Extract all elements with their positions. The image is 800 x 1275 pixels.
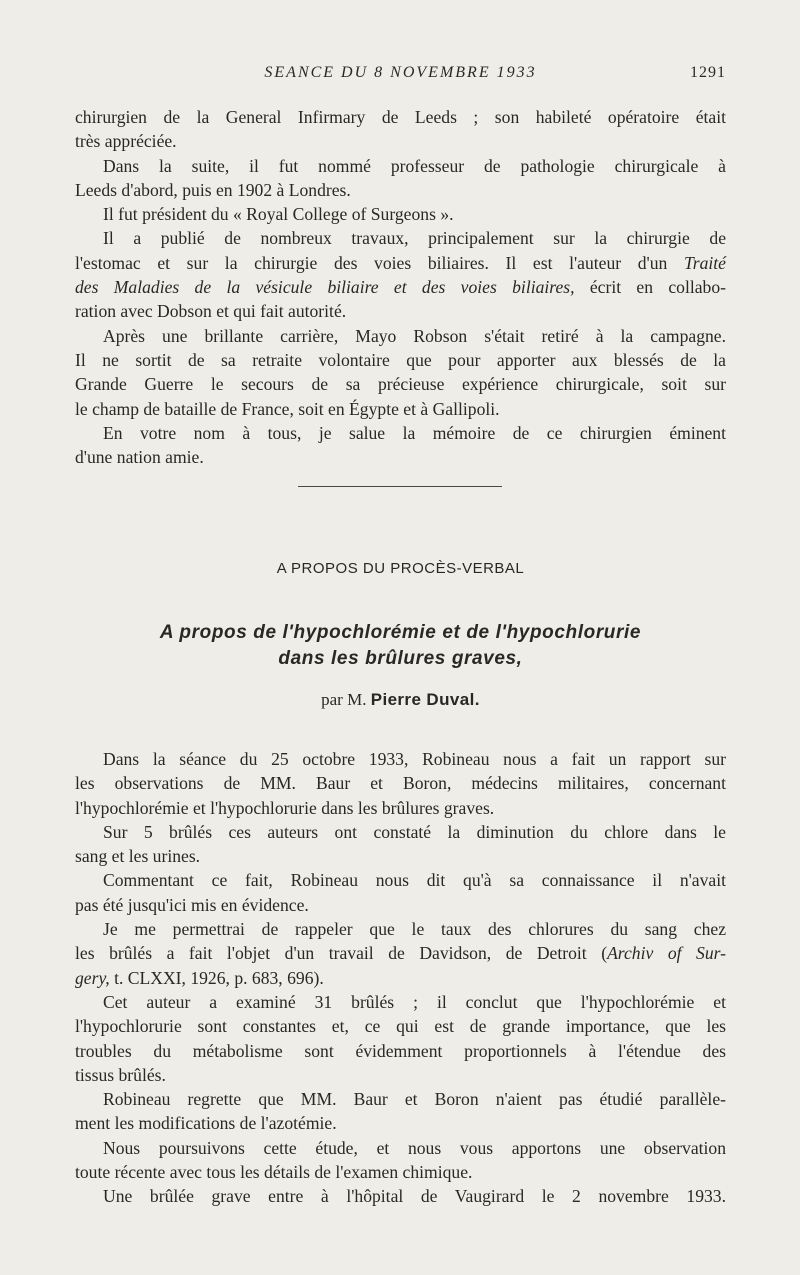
text-line [75, 966, 726, 990]
text-line: chirurgien de la General Infirmary de Leeds ; son habileté opératoire était [75, 107, 726, 127]
text-line: Leeds d'abord, puis en 1902 à Londres. [75, 179, 351, 200]
text-line: les observations de MM. Baur et Boron, médecins militaires, concernant [75, 773, 726, 794]
text-line: Dans la suite, il fut nommé professeur de pathologie chirurgicale à [103, 155, 726, 176]
text-line: Il a publié de nombreux travaux, principalement sur la chirurgie de [103, 228, 726, 249]
text-line: le champ de bataille de France, soit en Égypte et à Gallipoli. [75, 398, 500, 419]
running-head [75, 64, 726, 88]
section-divider [298, 486, 502, 487]
text-line: d'une nation amie. [75, 447, 204, 468]
text-line: toute récente avec tous les détails de l'examen chimique. [75, 1162, 473, 1183]
author-name: Pierre Duval. [370, 690, 480, 709]
text-line: Il ne sortit de sa retraite volontaire que pour apporter aux blessés de la [75, 349, 726, 370]
text-line: En votre nom à tous, je salue la mémoire de ce chirurgien éminent [103, 422, 726, 443]
section-heading: A PROPOS DU PROCÈS-VERBAL [276, 560, 525, 577]
text-line: pas été jusqu'ici mis en évidence. [75, 894, 309, 915]
text-line: Commentant ce fait, Robineau nous dit qu'à sa connaissance il n'avait [103, 870, 726, 891]
text-line: ration avec Dobson et qui fait autorité. [75, 301, 347, 322]
text-line: Une brûlée grave entre à l'hôpital de Vaugirard le 2 novembre 1933. [103, 1186, 726, 1207]
article-title [75, 620, 726, 672]
text-line: sang et les urines. [75, 846, 201, 867]
text-line: l'hypochlorémie et l'hypochlorurie dans les brûlures graves. [75, 797, 495, 818]
text-line: tissus brûlés. [75, 1064, 166, 1085]
article-body [75, 747, 726, 1209]
text-line: Grande Guerre le secours de sa précieuse expérience chirurgicale, soit sur [75, 374, 726, 395]
text-run: l'estomac et sur la chirurgie des voies biliaires. Il est l'auteur d'un [75, 252, 668, 273]
text-line: Nous poursuivons cette étude, et nous vous apportons une observation [103, 1137, 726, 1158]
text-line: Dans la séance du 25 octobre 1933, Robineau nous a fait un rapport sur [103, 749, 726, 769]
page-number: 1291 [690, 64, 726, 81]
text-run: t. CLXXI, 1926, p. 683, 696). [109, 967, 324, 988]
journal-title: gery, [75, 967, 110, 988]
text-line: Après une brillante carrière, Mayo Robson s'était retiré à la campagne. [103, 325, 726, 346]
text-line: Je me permettrai de rappeler que le taux des chlorures du sang chez [103, 919, 726, 940]
text-line: Il fut président du « Royal College of Surgeons ». [103, 204, 454, 225]
text-line: ment les modifications de l'azotémie. [75, 1113, 337, 1134]
text-line: Robineau regrette que MM. Baur et Boron n'aient pas étudié parallèle- [103, 1089, 726, 1110]
text-line: très appréciée. [75, 131, 177, 152]
book-title: Traité [683, 252, 726, 273]
text-line: Cet auteur a examiné 31 brûlés ; il conclut que l'hypochlorémie et [103, 991, 726, 1012]
article-title-line: A propos de l'hypochlorémie et de l'hypochlorurie [159, 622, 642, 643]
journal-title: Archiv of Sur- [607, 943, 726, 964]
text-line [75, 251, 726, 275]
byline-prefix: par M. [321, 690, 367, 709]
text-line [75, 941, 726, 965]
text-line: l'hypochlorurie sont constantes et, ce qui est de grande importance, que les [75, 1016, 726, 1037]
book-title: des Maladies de la vésicule biliaire et des voies biliaires, [75, 277, 575, 298]
article-title-line: dans les brûlures graves, [278, 648, 523, 669]
text-line: troubles du métabolisme sont évidemment proportionnels à l'étendue des [75, 1040, 726, 1061]
text-line [75, 275, 726, 299]
running-title: SEANCE DU 8 NOVEMBRE 1933 [264, 64, 537, 81]
text-run: les brûlés a fait l'objet d'un travail de Davidson, de Detroit ( [75, 943, 608, 964]
text-run: écrit en collabo- [589, 277, 726, 298]
obituary-text [75, 105, 726, 469]
byline [75, 690, 726, 710]
text-line: Sur 5 brûlés ces auteurs ont constaté la diminution du chlore dans le [103, 821, 726, 842]
